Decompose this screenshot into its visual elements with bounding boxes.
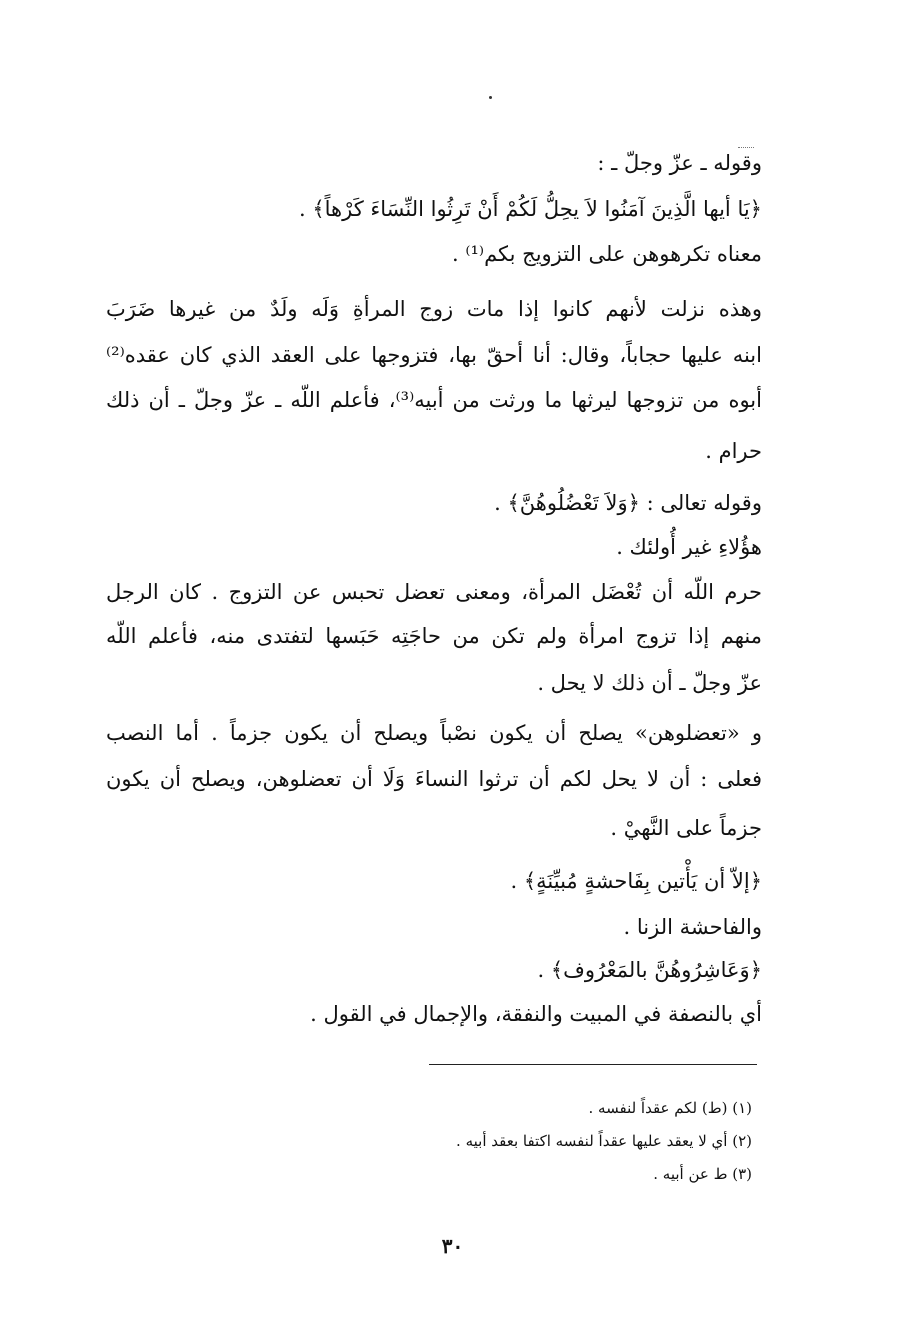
text-line: و «تعضلوهن» يصلح أن يكون نصْباً ويصلح أن يكون جزماً . أما النصب (106, 721, 762, 745)
footnote: (٣) ط عن أبيه . (653, 1165, 752, 1183)
text-line: والفاحشة الزنا . (623, 915, 762, 939)
text-line: جزماً على النَّهيْ . (610, 816, 762, 840)
text-line: هؤُلاءِ غير أُولئك . (616, 535, 762, 559)
text-line: أبوه من تزوجها ليرثها ما ورثت من أبيه⁽³⁾، فأعلم اللّه ـ عزّ وجلّ ـ أن ذلك (106, 388, 762, 412)
page-number: ٣٠ (441, 1234, 464, 1258)
quran-verse: ﴿وَعَاشِرُوهُنَّ بالمَعْرُوف﴾ . (537, 958, 762, 982)
quran-verse: ﴿إلاّ أن يَأْتين بِفَاحشةٍ مُبيِّنَةٍ﴾ . (510, 869, 762, 893)
text-line: معناه تكرهوهن على التزويج بكم⁽¹⁾ . (451, 242, 762, 266)
footnote-divider (429, 1064, 757, 1065)
text-line: فعلى : أن لا يحل لكم أن ترثوا النساءَ وَلَا أن تعضلوهن، ويصلح أن يكون (106, 767, 762, 791)
text-line: أي بالنصفة في المبيت والنفقة، والإجمال في القول . (310, 1002, 762, 1026)
print-speck (489, 96, 492, 99)
text-line: ابنه عليها حجاباً، وقال: أنا أحقّ بها، فتزوجها على العقد الذي كان عقده⁽²⁾ (106, 343, 762, 367)
text-line: وهذه نزلت لأنهم كانوا إذا مات زوج المرأةِ وَلَه ولَدٌ من غيرها ضَرَبَ (106, 297, 762, 321)
text-line: حرم اللّه أن تُعْضَل المرأة، ومعنى تعضل تحبس عن التزوج . كان الرجل (106, 580, 762, 604)
footnote: (٢) أي لا يعقد عليها عقداً لنفسه اكتفا بعقد أبيه . (456, 1132, 752, 1150)
text-line: وقوله ـ عزّ وجلّ ـ : (597, 151, 762, 175)
quran-verse: وقوله تعالى : ﴿وَلاَ تَعْضُلُوهُنَّ﴾ . (494, 491, 762, 515)
text-line: عزّ وجلّ ـ أن ذلك لا يحل . (537, 671, 762, 695)
footnote: (١) (ط) لكم عقداً لنفسه . (588, 1099, 752, 1117)
text-line: حرام . (705, 439, 762, 463)
quran-verse: ﴿يَا أيها الَّذِينَ آمَنُوا لاَ يحِلُّ لَكُمْ أَنْ تَرِثُوا النِّسَاءَ كَرْهاً﴾ . (298, 197, 762, 221)
text-line: منهم إذا تزوج امرأة ولم تكن من حاجَتِه حَبَسها لتفتدى منه، فأعلم اللّه (106, 624, 762, 648)
